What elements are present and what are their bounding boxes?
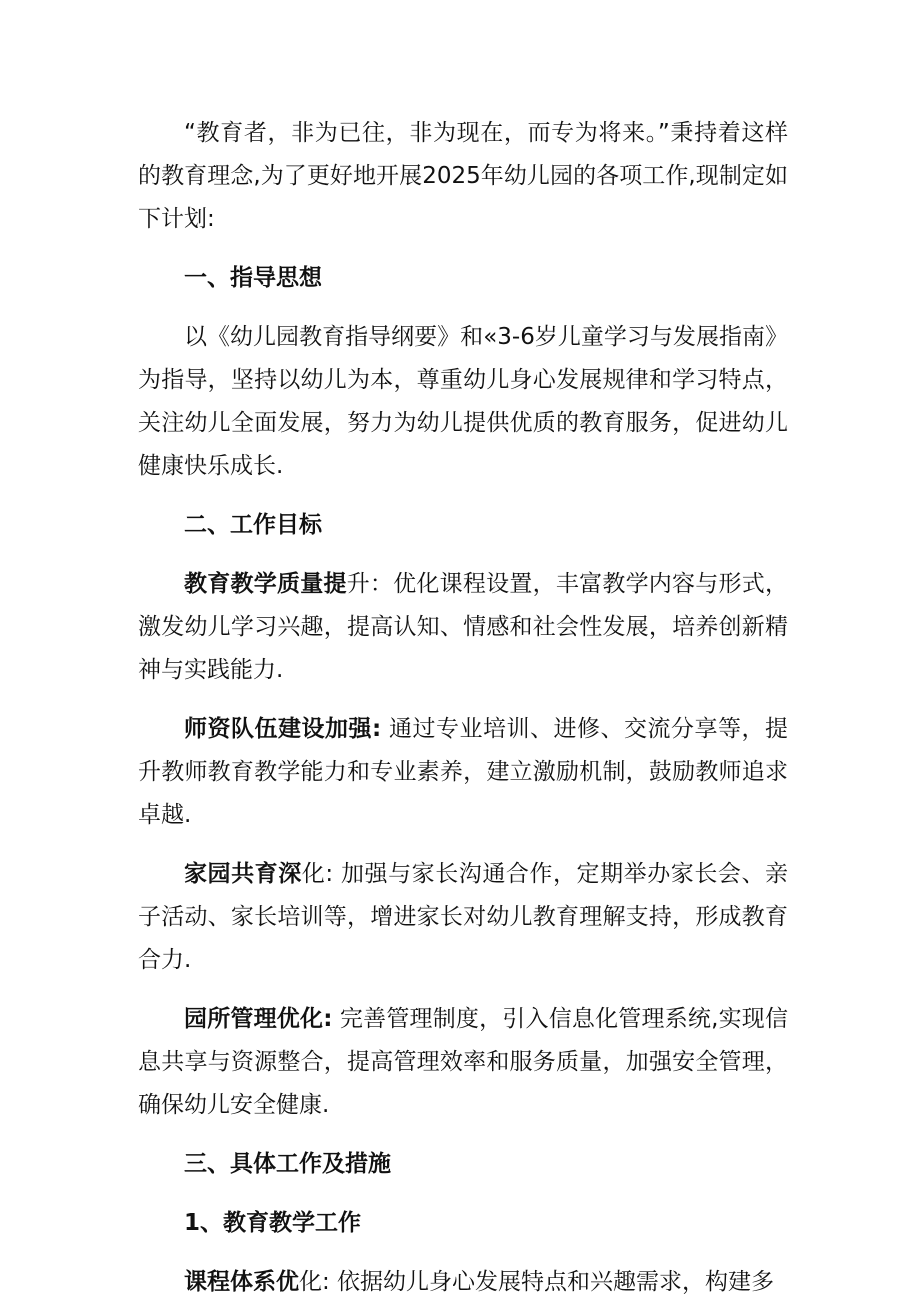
item-lead: 课程体系优: [184, 1269, 299, 1295]
goal-paragraph-management: [138, 998, 788, 1127]
section-heading-guiding-ideology: 一、指导思想: [184, 265, 322, 291]
goal-lead: 园所管理优化:: [184, 1006, 333, 1032]
goal-text: 通过专业培训、进修、交流分享等，提升教师教育教学能力和专业素养，建立激励机制，鼓励教师追求卓越.: [138, 716, 789, 828]
intro-paragraph: “教育者，非为已往，非为现在，而专为将来。”秉持着这样的教育理念,为了更好地开展2025年幼儿园的各项工作,现制定如下计划:: [138, 120, 788, 232]
section-heading-measures: 三、具体工作及措施: [184, 1151, 391, 1177]
goal-lead: 家园共育深: [184, 861, 302, 887]
goal-paragraph-teacher-team: [138, 708, 788, 837]
curriculum-paragraph: [138, 1261, 788, 1304]
goal-paragraph-teaching-quality: [138, 563, 788, 692]
item-text: 化: 依据幼儿身心发展特点和兴趣需求，构建多: [299, 1269, 775, 1295]
goal-lead: 教育教学质量提: [184, 571, 347, 597]
goal-lead: 师资队伍建设加强:: [184, 716, 382, 742]
subsection-heading-teaching-work: 1、教育教学工作: [184, 1210, 362, 1236]
goal-text: 完善管理制度，引入信息化管理系统,实现信息共享与资源整合，提高管理效率和服务质量，加强安全管理，确保幼儿安全健康.: [138, 1006, 789, 1118]
guiding-ideology-paragraph: 以《幼儿园教育指导纲要》和«3-6岁儿童学习与发展指南》为指导，坚持以幼儿为本，尊重幼儿身心发展规律和学习特点，关注幼儿全面发展，努力为幼儿提供优质的教育服务，促进幼儿健康快乐成长.: [138, 324, 788, 479]
goal-text: 升：优化课程设置，丰富教学内容与形式，激发幼儿学习兴趣，提高认知、情感和社会性发展，培养创新精神与实践能力.: [138, 571, 789, 683]
goal-text: 化: 加强与家长沟通合作，定期举办家长会、亲子活动、家长培训等，增进家长对幼儿教育理解支持，形成教育合力.: [138, 861, 789, 973]
goal-paragraph-home-school: [138, 853, 788, 982]
section-heading-work-goals: 二、工作目标: [184, 512, 322, 538]
document-body: [138, 112, 788, 1304]
